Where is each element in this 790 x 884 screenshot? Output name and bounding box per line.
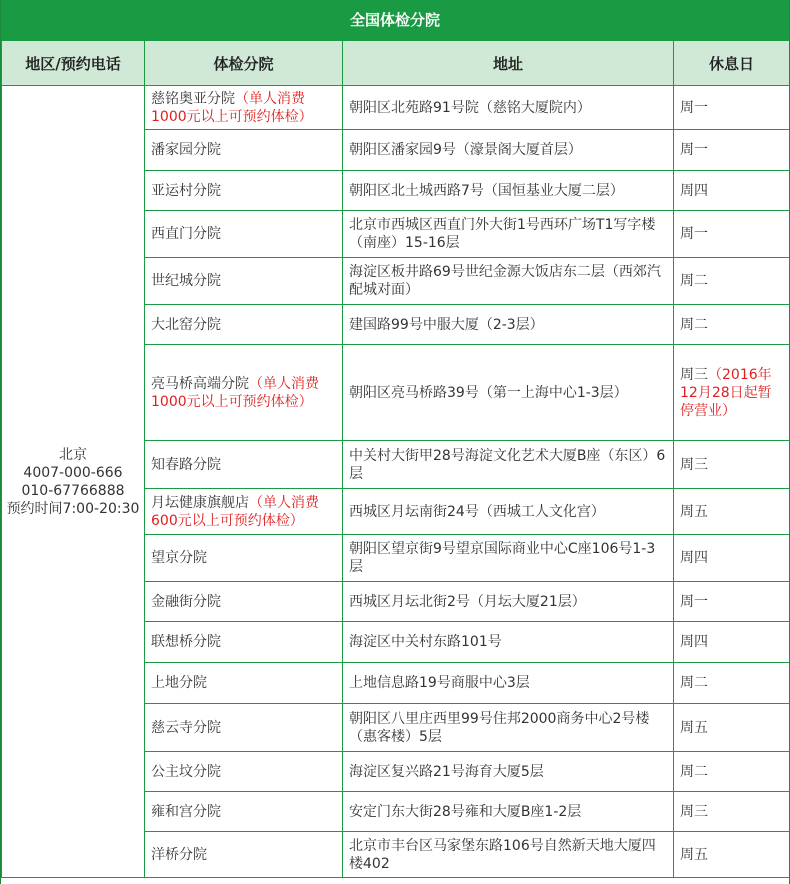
branch-name-cell — [145, 663, 343, 704]
address-text: 朝阳区亮马桥路39号（第一上海中心1-3层） — [349, 384, 628, 401]
branch-name-cell — [145, 345, 343, 441]
branch-name-cell — [145, 305, 343, 345]
branch-name-cell — [145, 832, 343, 878]
rest-day-cell — [674, 582, 790, 622]
rest-day-cell — [674, 258, 790, 305]
rest-day: 周五 — [680, 719, 708, 736]
address-text: 上地信息路19号商服中心3层 — [349, 675, 530, 691]
address-text: 朝阳区八里庄西里99号住邦2000商务中心2号楼（惠客楼）5层 — [349, 710, 650, 745]
rest-day-cell — [674, 171, 790, 211]
branch-name-cell — [145, 489, 343, 535]
address-cell — [343, 305, 674, 345]
region-cell — [2, 86, 145, 878]
address-cell — [343, 663, 674, 704]
branch-name-cell — [145, 211, 343, 258]
address-cell — [343, 622, 674, 663]
branch-name-cell — [145, 130, 343, 171]
rest-day: 周一 — [680, 593, 708, 610]
rest-day-cell — [674, 489, 790, 535]
rest-day: 周四 — [680, 634, 708, 650]
branch-name: 金融街分院 — [151, 593, 221, 610]
address-text: 建国路99号中服大厦（2-3层） — [349, 316, 544, 333]
branch-note: （单人消费1000元以上可预约体检） — [151, 90, 313, 125]
page-title: 全国体检分院 — [1, 0, 789, 40]
branch-name: 公主坟分院 — [151, 763, 221, 780]
rest-day-cell — [674, 704, 790, 752]
address-text: 海淀区中关村东路101号 — [349, 634, 502, 650]
address-cell — [343, 171, 674, 211]
address-cell — [343, 792, 674, 832]
address-cell — [343, 704, 674, 752]
rest-day: 周一 — [680, 142, 708, 158]
address-text: 朝阳区潘家园9号（濠景阁大厦首层） — [349, 142, 582, 158]
branch-name: 亮马桥高端分院 — [151, 375, 249, 392]
address-cell — [343, 832, 674, 878]
region-phone-2: 010-67766888 — [21, 482, 125, 499]
rest-day: 周三 — [680, 803, 708, 820]
branch-name-cell — [145, 792, 343, 832]
rest-day-cell — [674, 305, 790, 345]
address-text: 安定门东大街28号雍和大厦B座1-2层 — [349, 803, 582, 820]
rest-day-cell — [674, 832, 790, 878]
branch-name-cell — [145, 704, 343, 752]
branch-name: 大北窑分院 — [151, 316, 221, 333]
address-text: 海淀区复兴路21号海育大厦5层 — [349, 763, 544, 780]
address-cell — [343, 345, 674, 441]
branch-note: （单人消费600元以上可预约体检） — [151, 494, 319, 529]
branch-name-cell — [145, 752, 343, 792]
branch-name-cell — [145, 171, 343, 211]
rest-day: 周五 — [680, 846, 708, 863]
region-phone-1: 4007-000-666 — [23, 464, 123, 481]
branch-name: 月坛健康旗舰店 — [151, 494, 249, 511]
rest-day: 周一 — [680, 99, 708, 116]
branch-name: 望京分院 — [151, 550, 207, 566]
rest-day: 周三 — [680, 366, 708, 383]
rest-day: 周四 — [680, 182, 708, 199]
rest-day-cell — [674, 345, 790, 441]
rest-day-cell — [674, 622, 790, 663]
address-text: 北京市丰台区马家堡东路106号自然新天地大厦四楼402 — [349, 837, 656, 872]
rest-day: 周二 — [680, 675, 708, 691]
address-text: 北京市西城区西直门外大街1号西环广场T1写字楼（南座）15-16层 — [349, 217, 656, 251]
rest-day-cell — [674, 535, 790, 582]
header-address: 地址 — [343, 41, 674, 86]
rest-day-cell — [674, 792, 790, 832]
branch-name: 西直门分院 — [151, 226, 221, 242]
region-city: 北京 — [59, 446, 87, 463]
branch-name: 潘家园分院 — [151, 142, 221, 158]
address-text: 中关村大街甲28号海淀文化艺术大厦B座（东区）6层 — [349, 447, 666, 482]
rest-day-cell — [674, 86, 790, 130]
rest-day-cell — [674, 752, 790, 792]
header-rest-day: 休息日 — [674, 41, 790, 86]
region-hours-start: 预约时间7:00- — [6, 500, 100, 517]
address-text: 朝阳区望京街9号望京国际商业中心C座106号1-3层 — [349, 541, 656, 575]
address-cell — [343, 535, 674, 582]
branch-name: 洋桥分院 — [151, 846, 207, 863]
address-text: 西城区月坛南街24号（西城工人文化宫） — [349, 503, 605, 520]
region-hours-end: 20:30 — [99, 500, 140, 517]
region-hours — [4, 500, 142, 518]
rest-day-cell — [674, 211, 790, 258]
branch-name-cell — [145, 258, 343, 305]
rest-day-cell — [674, 441, 790, 489]
branch-note: （单人消费 1000元以上可预约体检） — [151, 375, 319, 410]
branch-table — [1, 40, 790, 878]
address-cell — [343, 86, 674, 130]
address-cell — [343, 441, 674, 489]
address-cell — [343, 130, 674, 171]
header-row — [2, 41, 790, 86]
header-region: 地区/预约电话 — [2, 41, 145, 86]
rest-day: 周一 — [680, 226, 708, 242]
branch-name: 上地分院 — [151, 675, 207, 691]
branch-name: 雍和宫分院 — [151, 803, 221, 820]
rest-day: 周二 — [680, 316, 708, 333]
branch-name: 世纪城分院 — [151, 273, 221, 289]
address-cell — [343, 211, 674, 258]
branch-name: 联想桥分院 — [151, 634, 221, 650]
rest-day: 周四 — [680, 550, 708, 566]
address-cell — [343, 752, 674, 792]
rest-day: 周五 — [680, 503, 708, 520]
address-text: 西城区月坛北街2号（月坛大厦21层） — [349, 593, 586, 610]
rest-day-note: （2016年12月28日起暂停营业） — [680, 366, 772, 419]
address-text: 海淀区板井路69号世纪金源大饭店东二层（西郊汽配城对面） — [349, 264, 661, 298]
branch-name-cell — [145, 582, 343, 622]
table-row — [2, 86, 790, 130]
rest-day-cell — [674, 130, 790, 171]
rest-day: 周二 — [680, 273, 708, 289]
branch-name: 慈铭奥亚分院 — [151, 90, 235, 107]
branch-name: 慈云寺分院 — [151, 719, 221, 736]
address-cell — [343, 489, 674, 535]
address-text: 朝阳区北土城西路7号（国恒基业大厦二层） — [349, 182, 624, 199]
address-cell — [343, 582, 674, 622]
branch-name: 知春路分院 — [151, 456, 221, 473]
branch-name: 亚运村分院 — [151, 182, 221, 199]
branch-name-cell — [145, 535, 343, 582]
branch-name-cell — [145, 622, 343, 663]
header-branch: 体检分院 — [145, 41, 343, 86]
branch-name-cell — [145, 86, 343, 130]
address-cell — [343, 258, 674, 305]
rest-day: 周三 — [680, 456, 708, 473]
address-text: 朝阳区北苑路91号院（慈铭大厦院内） — [349, 99, 591, 116]
rest-day-cell — [674, 663, 790, 704]
branch-name-cell — [145, 441, 343, 489]
rest-day: 周二 — [680, 763, 708, 780]
